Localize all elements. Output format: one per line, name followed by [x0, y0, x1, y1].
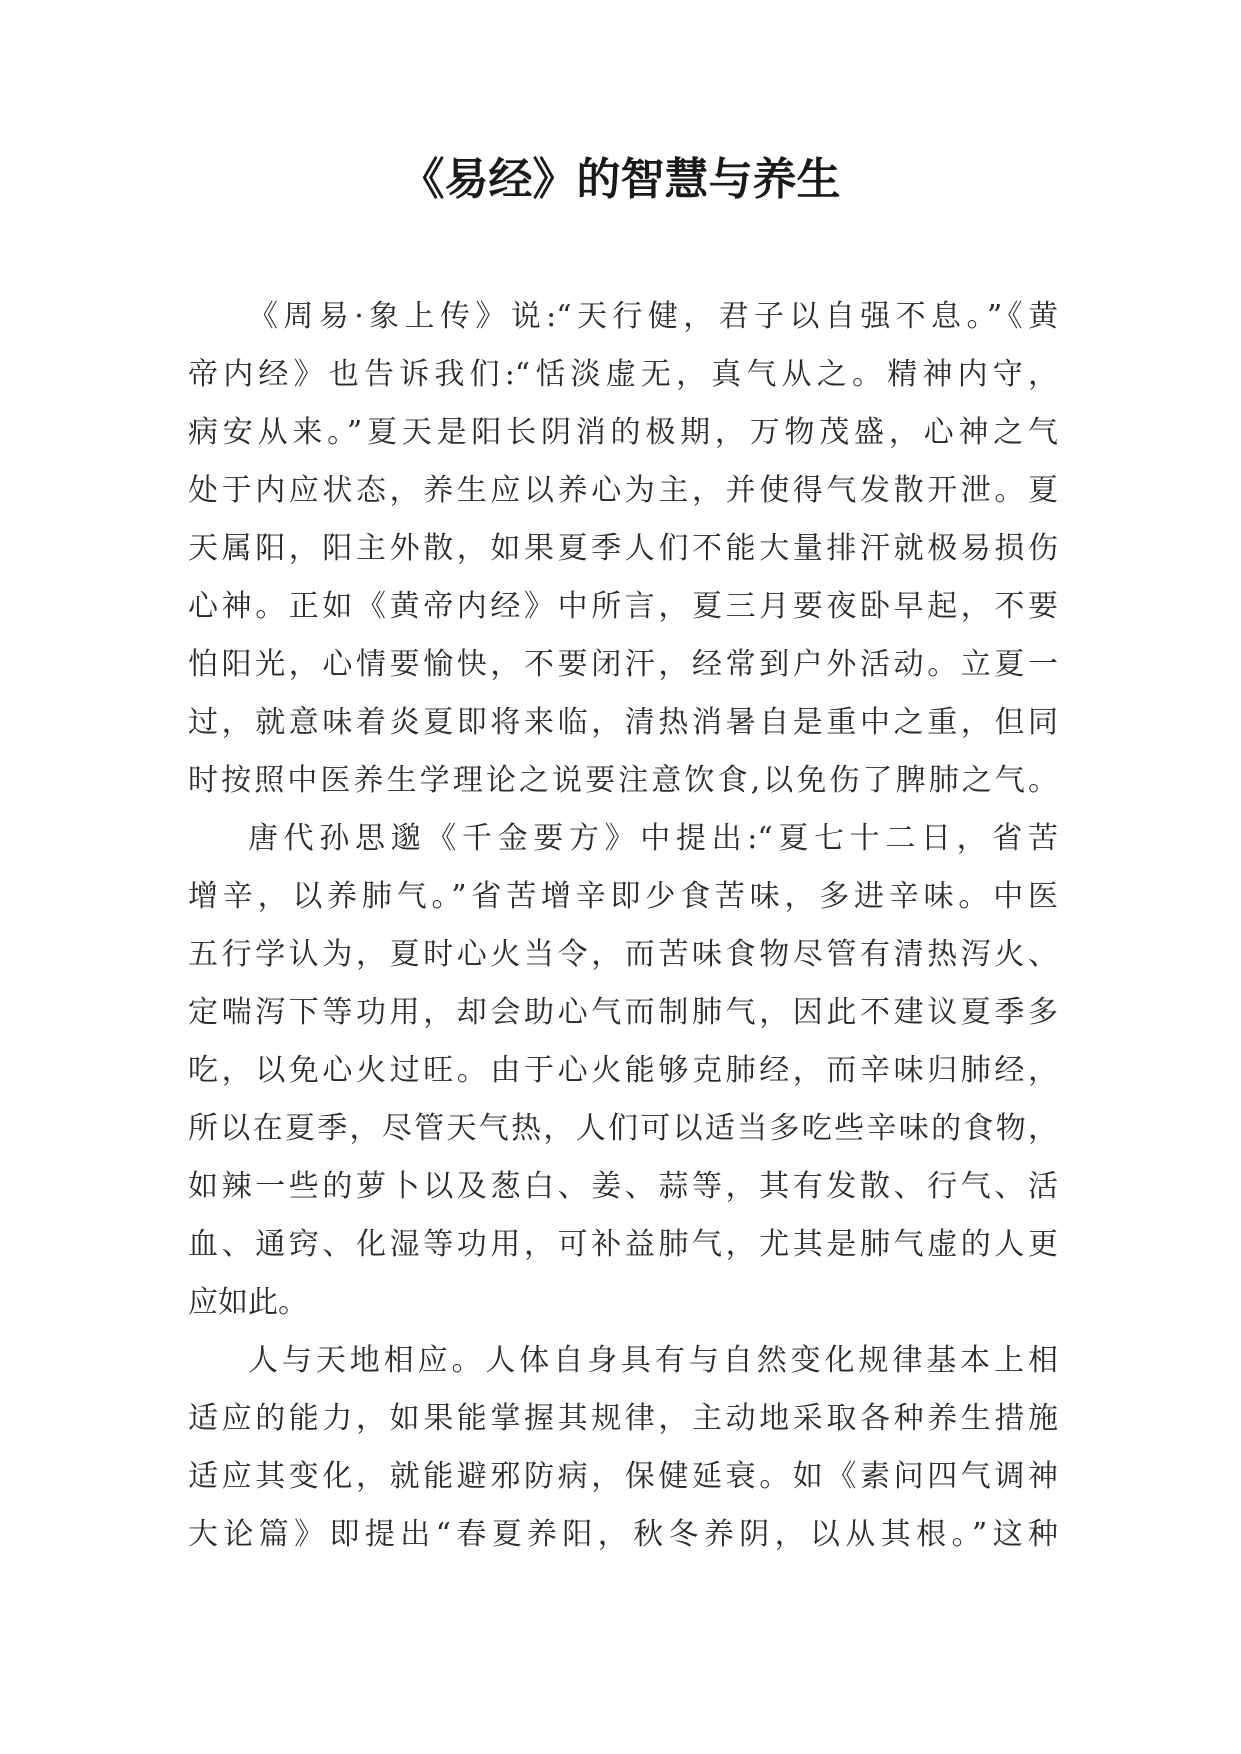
text-line: 处于内应状态，养生应以养心为主，并使得气发散开泄。夏 [188, 473, 1058, 508]
text-line: 怕阳光，心情要愉快，不要闭汗，经常到户外活动。立夏一 [188, 647, 1058, 682]
text-line: 时按照中医养生学理论之说要注意饮食,以免伤了脾肺之气。 [188, 763, 1058, 798]
text-line: 五行学认为，夏时心火当令，而苦味食物尽管有清热泻火、 [188, 937, 1058, 972]
text-line: 适应的能力，如果能掌握其规律，主动地采取各种养生措施 [188, 1401, 1058, 1436]
text-line: 《周易·象上传》说:“天行健，君子以自强不息。”《黄 [248, 299, 1058, 334]
paragraph [188, 288, 1058, 810]
text-line: 天属阳，阳主外散，如果夏季人们不能大量排汗就极易损伤 [188, 531, 1058, 566]
text-line: 过，就意味着炎夏即将来临，清热消暑自是重中之重，但同 [188, 705, 1058, 740]
text-line: 适应其变化，就能避邪防病，保健延衰。如《素问四气调神 [188, 1459, 1058, 1494]
text-line: 增辛，以养肺气。”省苦增辛即少食苦味，多进辛味。中医 [188, 879, 1058, 914]
document-body [188, 288, 1058, 1564]
text-line: 如辣一些的萝卜以及葱白、姜、蒜等，其有发散、行气、活 [188, 1169, 1058, 1204]
text-line: 心神。正如《黄帝内经》中所言，夏三月要夜卧早起，不要 [188, 589, 1058, 624]
text-line: 所以在夏季，尽管天气热，人们可以适当多吃些辛味的食物， [188, 1111, 1058, 1146]
text-line: 人与天地相应。人体自身具有与自然变化规律基本上相 [248, 1343, 1058, 1378]
text-line: 血、通窍、化湿等功用，可补益肺气，尤其是肺气虚的人更 [188, 1227, 1058, 1262]
text-line: 大论篇》即提出“春夏养阳，秋冬养阴，以从其根。”这种 [188, 1517, 1058, 1552]
paragraph [188, 1332, 1058, 1564]
text-line: 病安从来。”夏天是阳长阴消的极期，万物茂盛，心神之气 [188, 415, 1058, 450]
text-line: 应如此。 [188, 1285, 308, 1320]
paragraph [188, 810, 1058, 1332]
text-line: 定喘泻下等功用，却会助心气而制肺气，因此不建议夏季多 [188, 995, 1058, 1030]
document-title: 《易经》的智慧与养生 [400, 154, 841, 205]
text-line: 唐代孙思邈《千金要方》中提出:“夏七十二日，省苦 [248, 821, 1058, 856]
text-line: 吃，以免心火过旺。由于心火能够克肺经，而辛味归肺经， [188, 1053, 1058, 1088]
text-line: 帝内经》也告诉我们:“恬淡虚无，真气从之。精神内守， [188, 357, 1058, 392]
